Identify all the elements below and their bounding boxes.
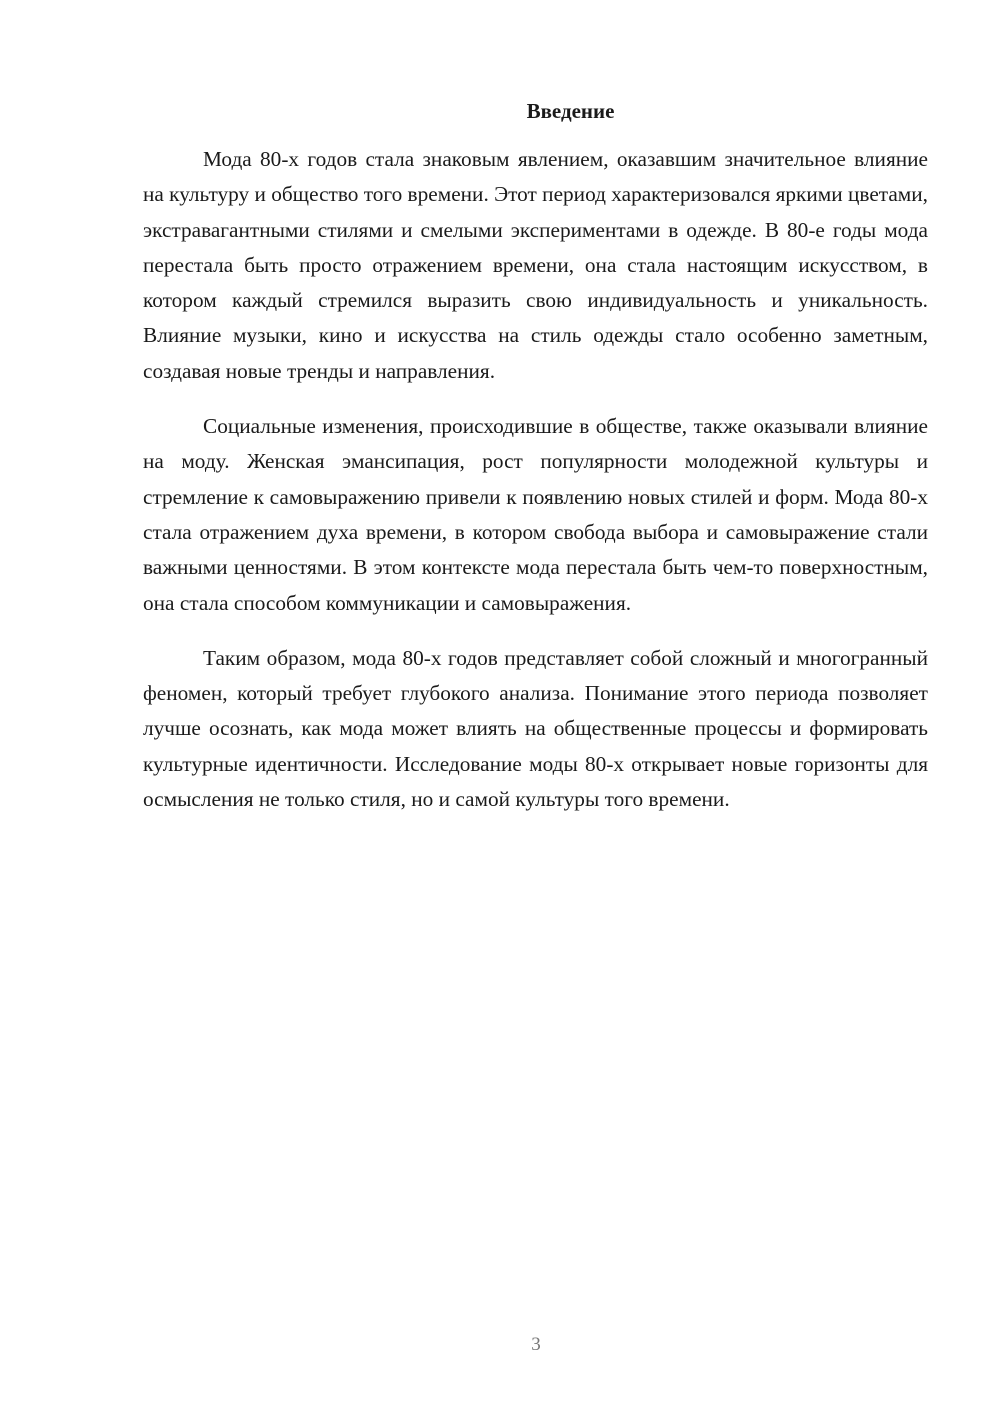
paragraph-2: Социальные изменения, происходившие в обществе, также оказывали влияние на моду. Женская эмансипация, рост популярности молодежной культуры и стремление к самовыражению привели к появлению новых стилей и форм. Мода 80-х стала отражением духа времени, в котором свобода выбора и самовыражение стали важными ценностями. В этом контексте мода перестала быть чем-то поверхностным, она стала способом коммуникации и самовыражения. <box>143 414 928 615</box>
page-number: 3 <box>531 1334 541 1355</box>
paragraph-3: Таким образом, мода 80-х годов представляет собой сложный и многогранный феномен, который требует глубокого анализа. Понимание этого периода позволяет лучше осознать, как мода может влиять на общественные процессы и формировать культурные идентичности. Исследование моды 80-х открывает новые горизонты для осмысления не только стиля, но и самой культуры того времени. <box>143 645 928 812</box>
body-text <box>143 142 928 837</box>
section-heading: Введение <box>526 99 615 123</box>
paragraph-1: Мода 80-х годов стала знаковым явлением, оказавшим значительное влияние на культуру и общество того времени. Этот период характеризовался яркими цветами, экстравагантными стилями и смелыми экспериментами в одежде. В 80-е годы мода перестала быть просто отражением времени, она стала настоящим искусством, в котором каждый стремился выразить свою индивидуальность и уникальность. Влияние музыки, кино и искусства на стиль одежды стало особенно заметным, создавая новые тренды и направления. <box>143 147 928 383</box>
